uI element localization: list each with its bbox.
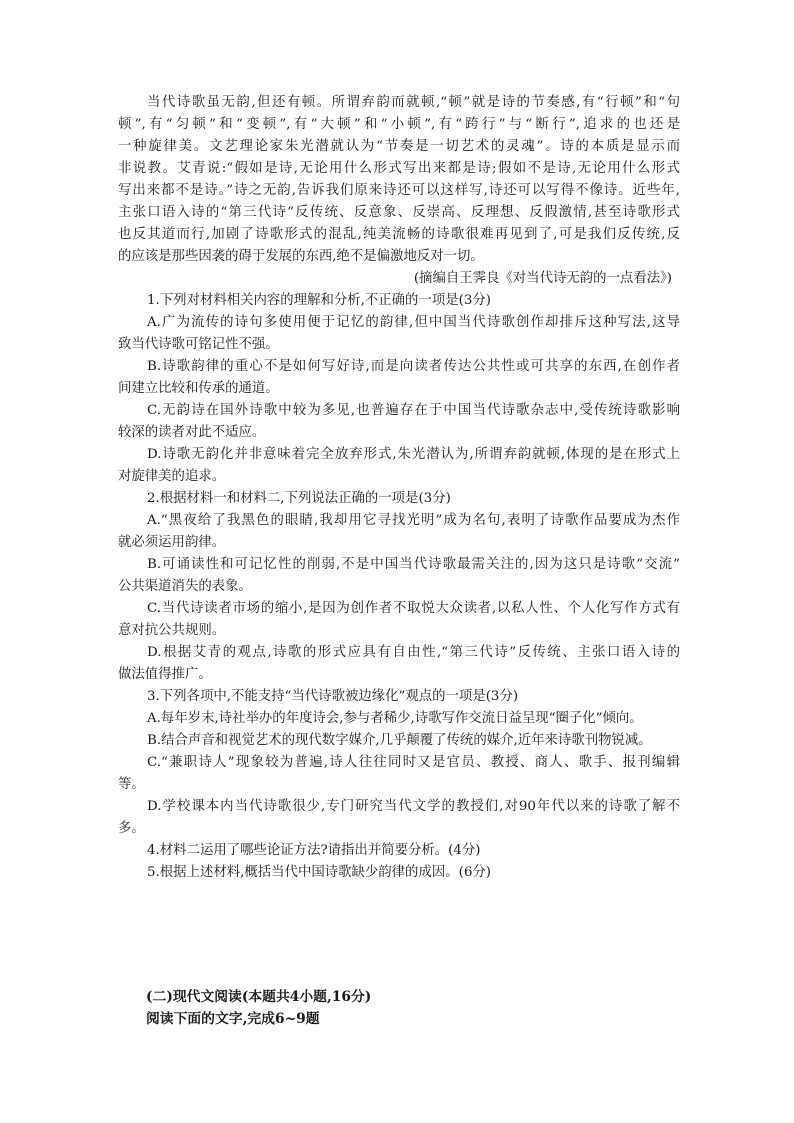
question-stem: 4.材料二运用了哪些论证方法?请指出并简要分析。(4分) bbox=[147, 843, 481, 858]
option-line: C.当代诗读者市场的缩小,是因为创作者不取悦大众读者,以私人性、个人化写作方式有 bbox=[147, 601, 680, 616]
option-line: C.无韵诗在国外诗歌中较为多见,也普遍存在于中国当代诗歌杂志中,受传统诗歌影响 bbox=[147, 403, 680, 418]
passage bbox=[118, 92, 680, 290]
option-line: 间建立比较和传承的通道。 bbox=[118, 381, 279, 396]
option-line: 意对抗公共规则。 bbox=[118, 623, 226, 638]
option-line: A.“黑夜给了我黑色的眼睛,我却用它寻找光明”成为名句,表明了诗歌作品要成为杰作 bbox=[147, 513, 680, 528]
option-line: 对旋律美的追求。 bbox=[118, 469, 226, 484]
question-stem: 5.根据上述材料,概括当代中国诗歌缺少韵律的成因。(6分) bbox=[147, 865, 491, 880]
option-line: 就必须运用韵律。 bbox=[118, 535, 226, 550]
option-line: D.诗歌无韵化并非意味着完全放弃形式,朱光潜认为,所谓弃韵就顿,体现的是在形式上 bbox=[147, 447, 680, 462]
option-line: B.诗歌韵律的重心不是如何写好诗,而是向读者传达公共性或可共享的东西,在创作者 bbox=[147, 359, 680, 374]
questions bbox=[118, 290, 680, 884]
option-line: A.广为流传的诗句多使用便于记忆的韵律,但中国当代诗歌创作却排斥这种写法,这导 bbox=[147, 315, 680, 330]
section-heading: (二)现代文阅读(本题共4小题,16分) bbox=[146, 989, 372, 1005]
option-line: 等。 bbox=[118, 777, 145, 792]
passage-line: 写出来都不是诗。”诗之无韵,告诉我们原来诗还可以这样写,诗还可以写得不像诗。近些年, bbox=[118, 183, 680, 198]
option-line: 公共渠道消失的表象。 bbox=[118, 579, 252, 594]
section-instruction: 阅读下面的文字,完成6~9题 bbox=[146, 1011, 320, 1027]
option-line: B.结合声音和视觉艺术的现代数字媒介,几乎颠覆了传统的媒介,近年来诗歌刊物锐减。 bbox=[147, 733, 652, 748]
option-line: 致当代诗歌可铭记性不强。 bbox=[118, 337, 279, 352]
passage-line: 当代诗歌虽无韵,但还有顿。所谓弃韵而就顿,“顿”就是诗的节奏感,有“行顿”和“句 bbox=[147, 95, 680, 110]
option-line: D.学校课本内当代诗歌很少,专门研究当代文学的教授们,对90年代以来的诗歌了解不 bbox=[147, 799, 680, 814]
option-line: 做法值得推广。 bbox=[118, 667, 212, 682]
option-line: B.可诵读性和可记忆性的削弱,不是中国当代诗歌最需关注的,因为这只是诗歌“交流” bbox=[147, 557, 680, 572]
question-stem: 2.根据材料一和材料二,下列说法正确的一项是(3分) bbox=[147, 491, 451, 506]
option-line: 多。 bbox=[118, 821, 145, 836]
source-citation: (摘编自王霁良《对当代诗无韵的一点看法》) bbox=[413, 271, 672, 286]
question-stem: 3.下列各项中,不能支持“当代诗歌被边缘化”观点的一项是(3分) bbox=[147, 689, 519, 704]
option-line: A.每年岁末,诗社举办的年度诗会,参与者稀少,诗歌写作交流日益呈现“圈子化”倾向。 bbox=[147, 711, 643, 726]
option-line: C.“兼职诗人”现象较为普遍,诗人往往同时又是官员、教授、商人、歌手、报刊编辑 bbox=[147, 755, 680, 770]
passage-line: 顿”,有“匀顿”和“变顿”,有“大顿”和“小顿”,有“跨行”与“断行”,追求的也还是 bbox=[118, 117, 680, 132]
question-stem: 1.下列对材料相关内容的理解和分析,不正确的一项是(3分) bbox=[147, 293, 491, 308]
option-line: 较深的读者对此不适应。 bbox=[118, 425, 266, 440]
passage-line: 一种旋律美。文艺理论家朱光潜就认为“节奏是一切艺术的灵魂”。诗的本质是显示而 bbox=[118, 139, 680, 154]
passage-line: 非说教。艾青说:“假如是诗,无论用什么形式写出来都是诗;假如不是诗,无论用什么形式 bbox=[118, 161, 680, 176]
passage-line: 也反其道而行,加剧了诗歌形式的混乱,纯美流畅的诗歌很难再见到了,可是我们反传统,反 bbox=[118, 227, 680, 242]
passage-line: 的应该是那些因袭的碍于发展的东西,绝不是偏激地反对一切。 bbox=[118, 249, 484, 264]
option-line: D.根据艾青的观点,诗歌的形式应具有自由性,“第三代诗”反传统、主张口语入诗的 bbox=[147, 645, 680, 660]
passage-line: 主张口语入诗的“第三代诗”反传统、反意象、反崇高、反理想、反假激情,甚至诗歌形式 bbox=[118, 205, 680, 220]
